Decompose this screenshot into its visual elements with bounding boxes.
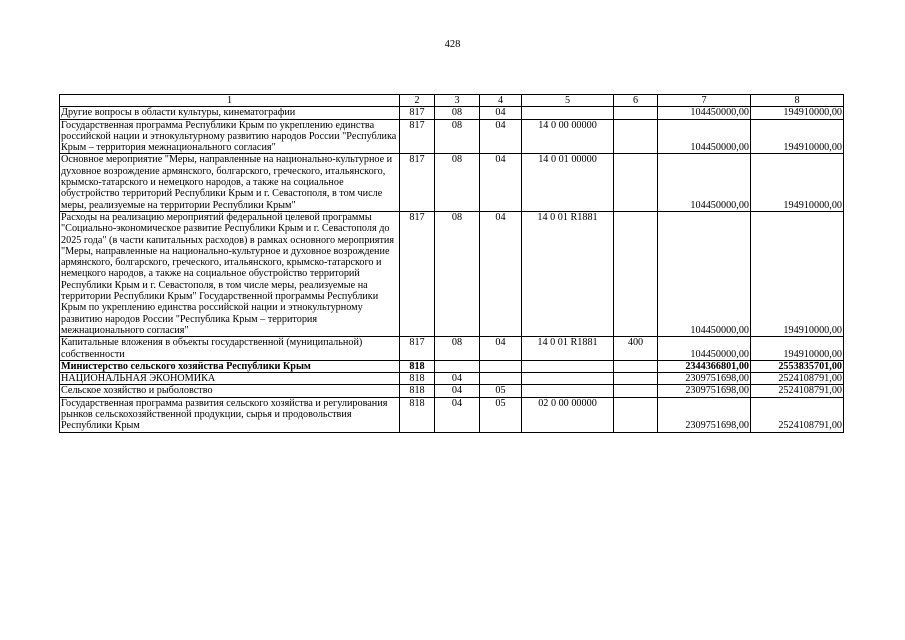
row-name: Другие вопросы в области культуры, кинематографии [60,107,400,119]
cell-section: 04 [435,397,480,432]
cell-ministry-code: 817 [400,119,435,154]
cell-ministry-code: 818 [400,373,435,385]
cell-target-article: 14 0 01 00000 [522,154,614,211]
row-name: НАЦИОНАЛЬНАЯ ЭКОНОМИКА [60,373,400,385]
table-row [60,360,844,372]
row-name: Государственная программа Республики Крым по укреплению единства российской нации и этнокультурному развитию народов России "Республика Крым – территория межнационального согласия" [60,119,400,154]
cell-ministry-code: 817 [400,337,435,361]
row-name: Расходы на реализацию мероприятий федеральной целевой программы "Социально-экономическое развитие Республики Крым и г. Севастополя до 2025 года" (в части капитальных расходов) в рамках основного мероприятия "Меры, направленные на национально-культурное и духовное возрождение армянского, болгарского, греческого, итальянского, крымско-татарского и немецкого народов, а также на социальное обустройство территорий Республики Крым и г. Севастополя, в том числе меры, реализуемые на территории Республики Крым" Государственной программы Республики Крым по укреплению единства российской нации и этнокультурному развитию народов России "Республика Крым – территория межнационального согласия" [60,211,400,336]
cell-subsection: 04 [480,154,522,211]
cell-expense-type [614,107,658,119]
cell-ministry-code: 817 [400,211,435,336]
cell-amount-col7: 2309751698,00 [658,373,751,385]
cell-expense-type [614,360,658,372]
cell-subsection: 05 [480,397,522,432]
cell-amount-col8: 194910000,00 [751,107,844,119]
cell-target-article [522,360,614,372]
cell-target-article: 02 0 00 00000 [522,397,614,432]
cell-target-article: 14 0 01 R1881 [522,337,614,361]
cell-subsection [480,373,522,385]
cell-expense-type [614,211,658,336]
cell-amount-col7: 104450000,00 [658,211,751,336]
cell-section: 08 [435,154,480,211]
cell-ministry-code: 817 [400,107,435,119]
cell-expense-type [614,373,658,385]
cell-amount-col8: 194910000,00 [751,337,844,361]
cell-amount-col7: 2309751698,00 [658,397,751,432]
column-header: 3 [435,95,480,107]
cell-subsection: 04 [480,337,522,361]
cell-amount-col7: 2344366801,00 [658,360,751,372]
row-name: Сельское хозяйство и рыболовство [60,385,400,397]
cell-amount-col7: 2309751698,00 [658,385,751,397]
cell-section [435,360,480,372]
cell-expense-type: 400 [614,337,658,361]
table-row [60,397,844,432]
table-row [60,154,844,211]
cell-amount-col7: 104450000,00 [658,337,751,361]
cell-amount-col7: 104450000,00 [658,107,751,119]
table-row [60,107,844,119]
table-row [60,119,844,154]
cell-amount-col8: 194910000,00 [751,211,844,336]
cell-subsection: 04 [480,211,522,336]
column-header: 7 [658,95,751,107]
cell-target-article [522,385,614,397]
cell-expense-type [614,397,658,432]
row-name: Государственная программа развития сельского хозяйства и регулирования рынков сельскохозяйственной продукции, сырья и продовольствия Республики Крым [60,397,400,432]
cell-target-article [522,107,614,119]
cell-target-article: 14 0 01 R1881 [522,211,614,336]
cell-subsection: 04 [480,119,522,154]
cell-expense-type [614,154,658,211]
cell-subsection: 05 [480,385,522,397]
table-row [60,337,844,361]
cell-target-article [522,373,614,385]
column-header: 8 [751,95,844,107]
cell-ministry-code: 817 [400,154,435,211]
row-name: Министерство сельского хозяйства Республики Крым [60,360,400,372]
cell-section: 08 [435,337,480,361]
column-header: 4 [480,95,522,107]
cell-section: 08 [435,119,480,154]
cell-ministry-code: 818 [400,385,435,397]
cell-expense-type [614,119,658,154]
cell-amount-col8: 2524108791,00 [751,385,844,397]
table-row [60,385,844,397]
cell-section: 04 [435,385,480,397]
cell-target-article: 14 0 00 00000 [522,119,614,154]
cell-ministry-code: 818 [400,397,435,432]
cell-amount-col8: 194910000,00 [751,119,844,154]
cell-amount-col7: 104450000,00 [658,154,751,211]
budget-table [59,94,844,433]
cell-subsection [480,360,522,372]
cell-expense-type [614,385,658,397]
cell-section: 04 [435,373,480,385]
row-name: Основное мероприятие "Меры, направленные на национально-культурное и духовное возрождение армянского, болгарского, греческого, итальянского, крымско-татарского и немецкого народов, а также на социальное обустройство территорий Республики Крым и г. Севастополя, в том числе меры, реализуемые на территории Республики Крым" [60,154,400,211]
column-header: 1 [60,95,400,107]
column-header: 2 [400,95,435,107]
cell-amount-col8: 2524108791,00 [751,373,844,385]
cell-amount-col8: 2524108791,00 [751,397,844,432]
cell-section: 08 [435,107,480,119]
cell-amount-col8: 194910000,00 [751,154,844,211]
page-number: 428 [444,39,461,50]
column-header: 5 [522,95,614,107]
cell-amount-col7: 104450000,00 [658,119,751,154]
cell-amount-col8: 2553835701,00 [751,360,844,372]
cell-subsection: 04 [480,107,522,119]
table-row [60,373,844,385]
column-header: 6 [614,95,658,107]
header-row [60,95,844,107]
row-name: Капитальные вложения в объекты государственной (муниципальной) собственности [60,337,400,361]
table-row [60,211,844,336]
cell-ministry-code: 818 [400,360,435,372]
cell-section: 08 [435,211,480,336]
